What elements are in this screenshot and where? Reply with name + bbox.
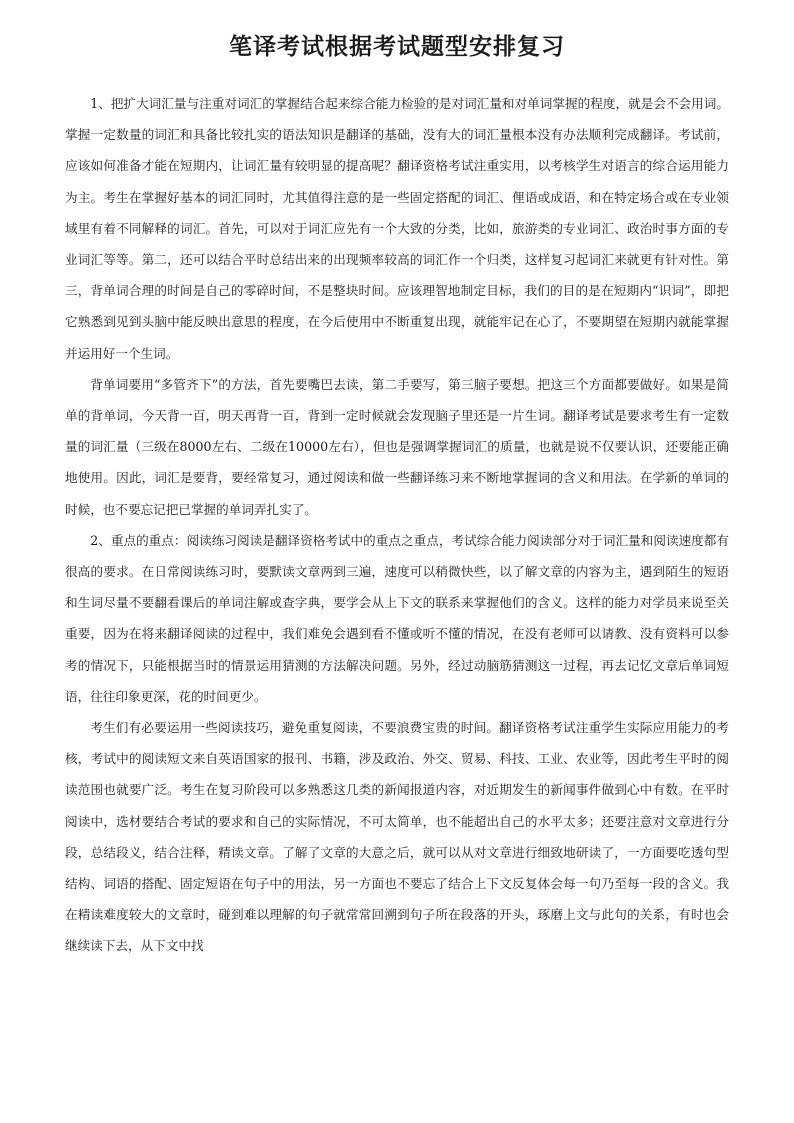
paragraph-1: 1、把扩大词汇量与注重对词汇的掌握结合起来综合能力检验的是对词汇量和对单词掌握的程度，就是会不会用词。掌握一定数量的词汇和具备比较扎实的语法知识是翻译的基础，没有大的词汇量根本没有办法顺利完成翻译。考试前，应该如何准备才能在短期内，让词汇量有较明显的提高呢？翻译资格考试注重实用，以考核学生对语言的综合运用能力为主。考生在掌握好基本的词汇同时，尤其值得注意的是一些固定搭配的词汇、俚语或成语，和在特定场合或在专业领域里有着不同解释的词汇。首先，可以对于词汇应先有一个大致的分类，比如，旅游类的专业词汇、政治时事方面的专业词汇等等。第二，还可以结合平时总结出来的出现频率较高的词汇作一个归类，这样复习起词汇来就更有针对性。第三，背单词合理的时间是自己的零碎时间，不是整块时间。应该理智地制定目标，我们的目的是在短期内“识词”，即把它熟悉到见到头脑中能反映出意思的程度，在今后使用中不断重复出现，就能牢记在心了，不要期望在短期内就能掌握并运用好一个生词。 xyxy=(65,96,729,361)
document-body xyxy=(65,88,729,962)
paragraph-4: 考生们有必要运用一些阅读技巧，避免重复阅读，不要浪费宝贵的时间。翻译资格考试注重学生实际应用能力的考核，考试中的阅读短文来自英语国家的报刊、书籍，涉及政治、外交、贸易、科技、工业、农业等，因此考生平时的阅读范围也就要广泛。考生在复习阶段可以多熟悉这几类的新闻报道内容，对近期发生的新闻事件做到心中有数。在平时阅读中，选材要结合考试的要求和自己的实际情况，不可太简单，也不能超出自己的水平太多；还要注意对文章进行分段，总结段义，结合注释，精读文章。了解了文章的大意之后，就可以从对文章进行细致地研读了，一方面要吃透句型结构、词语的搭配、固定短语在句子中的用法，另一方面也不要忘了结合上下文反复体会每一句乃至每一段的含义。我在精读难度较大的文章时，碰到难以理解的句子就常常回溯到句子所在段落的开头，琢磨上文与此句的关系，有时也会继续读下去，从下文中找 xyxy=(65,720,729,954)
paragraph-3: 2、重点的重点：阅读练习阅读是翻译资格考试中的重点之重点，考试综合能力阅读部分对于词汇量和阅读速度都有很高的要求。在日常阅读练习时，要默读文章两到三遍，速度可以稍微快些，以了解文章的内容为主，遇到陌生的短语和生词尽量不要翻看课后的单词注解或查字典，要学会从上下文的联系来掌握他们的含义。这样的能力对学员来说至关重要，因为在将来翻译阅读的过程中，我们难免会遇到看不懂或听不懂的情况，在没有老师可以请教、没有资料可以参考的情况下，只能根据当时的情景运用猜测的方法解决问题。另外，经过动脑筋猜测这一过程，再去记忆文章后单词短语，往往印象更深，花的时间更少。 xyxy=(65,532,729,704)
document-title: 笔译考试根据考试题型安排复习 xyxy=(229,34,565,60)
paragraph-2: 背单词要用“多管齐下”的方法，首先要嘴巴去读，第二手要写，第三脑子要想。把这三个方面都要做好。如果是简单的背单词，今天背一百，明天再背一百，背到一定时候就会发现脑子里还是一片生词。翻译考试是要求考生有一定数量的词汇量（三级在8000左右、二级在10000左右），但也是强调掌握词汇的质量，也就是说不仅要认识，还要能正确地使用。因此，词汇是要背，要经常复习，通过阅读和做一些翻译练习来不断地掌握词的含义和用法。在学新的单词的时候，也不要忘记把已掌握的单词弄扎实了。 xyxy=(65,376,729,517)
